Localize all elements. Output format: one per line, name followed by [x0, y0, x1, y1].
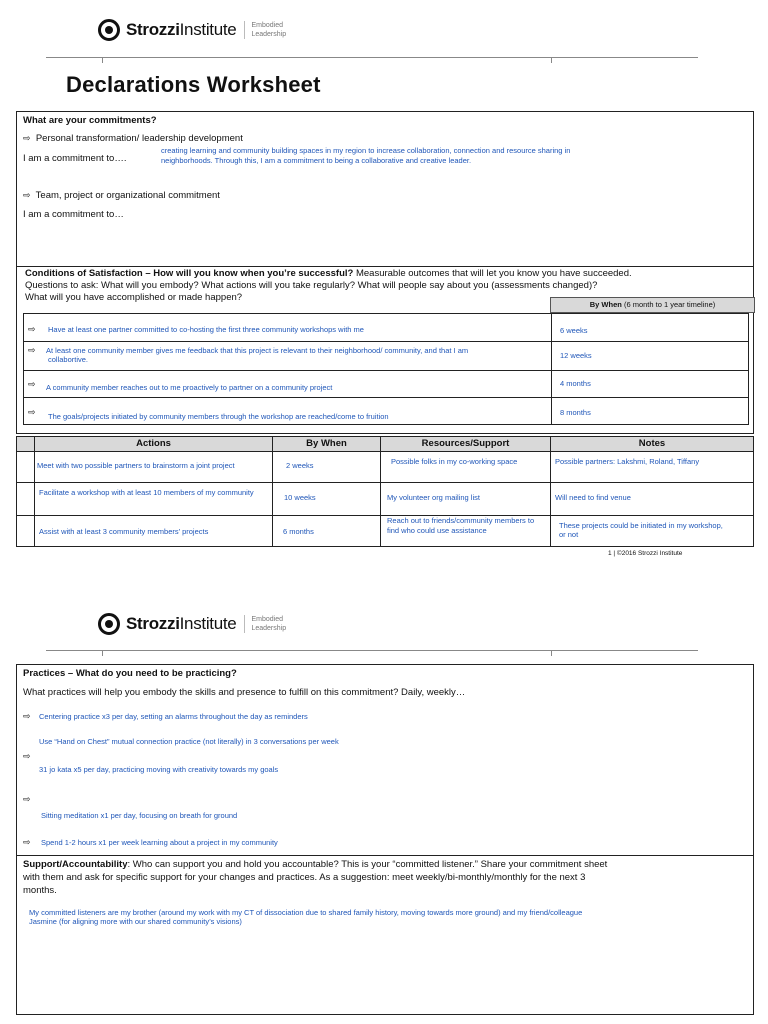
arrow-right-icon: ⇨: [28, 324, 36, 334]
table-cell-resources: My volunteer org mailing list: [387, 493, 480, 502]
header-tick: [551, 57, 552, 63]
table-cell-notes: Will need to find venue: [555, 493, 631, 502]
support-answer: My committed listeners are my brother (around my work with my CT of dissociation due to shared family history, moving towards more ground) and my friend/colleague Jasmine (for aligning more with our shared community’s visions): [29, 908, 583, 926]
arrow-right-icon: ⇨: [23, 711, 31, 721]
table-cell-action: Meet with two possible partners to brainstorm a joint project: [37, 461, 235, 470]
condition-row: ⇨ $_{The goals/projects initiated by community members through the workshop are reached/come to fruition}$: [28, 407, 389, 421]
logo-tagline: Embodied Leadership: [244, 615, 286, 633]
practice-item: ⇨ Spend 1-2 hours x1 per week learning about a project in my community: [23, 837, 278, 847]
arrow-right-icon: ⇨: [28, 379, 36, 389]
logo-name-bold: Strozzi: [126, 20, 180, 39]
table-cell-resources: Reach out to friends/community members to find who could use assistance: [387, 516, 535, 535]
arrow-right-icon: ⇨: [23, 794, 31, 804]
practice-item: 31 jo kata x5 per day, practicing moving with creativity towards my goals: [39, 765, 279, 774]
header-tick: [102, 57, 103, 63]
table-cell-when: 2 weeks: [286, 461, 314, 470]
logo-tagline: Embodied Leadership: [244, 21, 286, 39]
arrow-right-icon: ⇨: [23, 133, 31, 143]
strozzi-logo-icon: [98, 613, 120, 635]
condition-row: ⇨ A community member reaches out to me proactively to partner on a community project: [28, 379, 333, 392]
practices-question: What practices will help you embody the skills and presence to fulfill on this commitment? Daily, weekly…: [23, 687, 466, 698]
page-title: Declarations Worksheet: [66, 72, 321, 97]
conditions-section: [16, 266, 754, 434]
table-cell-action: Facilitate a workshop with at least 10 members of my community: [39, 488, 254, 497]
strozzi-logo-icon: [98, 19, 120, 41]
practices-heading: Practices – What do you need to be practicing?: [23, 668, 237, 679]
header-rule: [46, 650, 698, 651]
condition-when: 4 months: [560, 379, 591, 388]
logo-name-bold: Strozzi: [126, 614, 180, 633]
condition-when: 12 weeks: [560, 351, 592, 360]
personal-commitment-answer: creating learning and community building spaces in my region to increase collaboration, connection and resource sharing in neighborhoods. Through this, I am a commitment to being a collaborative and creative leader.: [161, 146, 571, 165]
support-section: [16, 855, 754, 1015]
practice-item: ⇨ Sitting meditation x1 per day, focusing on breath for ground: [23, 794, 238, 820]
table-cell-notes: Possible partners: Lakshmi, Roland, Tiffany: [555, 457, 700, 466]
arrow-right-icon: ⇨: [23, 751, 31, 761]
logo: [98, 613, 286, 635]
arrow-right-icon: ⇨: [23, 837, 31, 847]
table-cell-action: Assist with at least 3 community members’ projects: [39, 527, 209, 536]
conditions-table: [23, 313, 749, 425]
column-header-resources: Resources/Support: [421, 438, 510, 449]
by-when-header: By When (6 month to 1 year timeline): [550, 297, 755, 313]
condition-row: ⇨ At least one community member gives me feedback that this project is relevant to their neighborhood/ community, and that I am collabortive.: [28, 345, 469, 364]
logo-name-light: Institute: [179, 614, 237, 633]
condition-row: ⇨ Have at least one partner committed to co-hosting the first three community workshops with me: [28, 324, 364, 334]
page-footer: 1 | ©2016 Strozzi Institute: [608, 550, 683, 557]
practices-section: [16, 664, 754, 856]
personal-commitment-prompt: I am a commitment to….: [23, 153, 127, 164]
arrow-right-icon: ⇨: [23, 190, 31, 200]
commitments-section: [16, 111, 754, 267]
table-cell-when: 6 months: [283, 527, 314, 536]
team-commitment-prompt: I am a commitment to…: [23, 209, 124, 220]
logo: [98, 19, 286, 41]
arrow-right-icon: ⇨: [28, 345, 36, 355]
practice-item: ⇨ Centering practice x3 per day, setting an alarms throughout the day as reminders: [23, 711, 308, 721]
conditions-intro: Conditions of Satisfaction – How will you know when you’re successful? Measurable outcomes that will let you know you have succeeded. Questions to ask: What will you embody? What actions will you take regularly? What will people say about you (assessments changed)? What will you have accomplished or made happen?: [25, 268, 632, 303]
header-rule: [46, 57, 698, 58]
actions-table: [16, 436, 754, 547]
condition-when: 8 months: [560, 408, 591, 417]
support-intro: Support/Accountability: Who can support you and hold you accountable? This is your “committed listener.” Share your commitment sheet with them and ask for specific support for your changes and practices. As a suggestion: meet weekly/bi-monthly/monthly for the next 3 months.: [23, 859, 608, 896]
logo-name-light: Institute: [179, 20, 237, 39]
personal-commitment-label: ⇨ Personal transformation/ leadership development: [23, 133, 243, 144]
practice-item: Use “Hand on Chest” mutual connection practice (not literally) in 3 conversations per week ⇨: [23, 737, 339, 761]
column-header-actions: Actions: [136, 438, 171, 449]
column-header-by-when: By When: [306, 438, 347, 449]
header-tick: [551, 650, 552, 656]
table-cell-when: 10 weeks: [284, 493, 316, 502]
arrow-right-icon: ⇨: [28, 407, 36, 417]
table-cell-resources: Possible folks in my co-working space: [391, 457, 518, 466]
commitments-heading: What are your commitments?: [23, 115, 157, 126]
header-tick: [102, 650, 103, 656]
condition-when: 6 weeks: [560, 326, 588, 335]
team-commitment-label: ⇨ Team, project or organizational commitment: [23, 190, 220, 201]
column-header-notes: Notes: [638, 438, 666, 449]
table-cell-notes: These projects could be initiated in my workshop, or not: [559, 521, 723, 539]
